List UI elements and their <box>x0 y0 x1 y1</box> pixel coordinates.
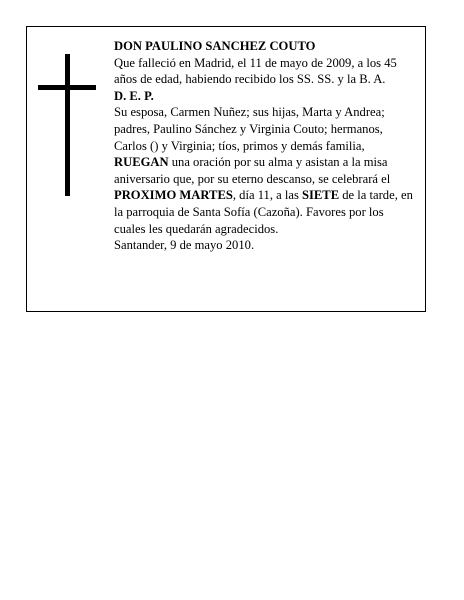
rip-line: D. E. P. <box>114 88 154 103</box>
proximo-martes: PROXIMO MARTES <box>114 188 233 203</box>
day-text: , día 11, a las <box>232 188 302 203</box>
death-details: Que falleció en Madrid, el 11 de mayo de 2009, a los 45 años de edad, habiendo recibido los SS. SS. y la B. A. <box>114 55 397 87</box>
siete-word: SIETE <box>302 188 340 203</box>
request-text: una oración por su alma y asistan a la misa aniversario que, por su eterno descanso, se celebrará el <box>114 155 391 186</box>
cross-horizontal-bar <box>38 85 96 90</box>
closing-text: de la tarde, en la parroquia de Santa Sofía (Cazoña). Favores por los cuales les quedarán agradecidos. <box>114 188 413 236</box>
ruegan-word: RUEGAN <box>114 155 169 170</box>
deceased-name: DON PAULINO SANCHEZ COUTO <box>114 39 316 53</box>
family-members: Su esposa, Carmen Nuñez; sus hijas, Marta y Andrea; padres, Paulino Sánchez y Virginia Couto; hermanos, Carlos () y Virginia; tíos, primos y demás familia, <box>114 105 385 153</box>
family-paragraph <box>114 104 414 237</box>
cross-vertical-bar <box>65 54 70 196</box>
obituary-text <box>114 38 414 254</box>
place-date: Santander, 9 de mayo 2010. <box>114 238 255 253</box>
